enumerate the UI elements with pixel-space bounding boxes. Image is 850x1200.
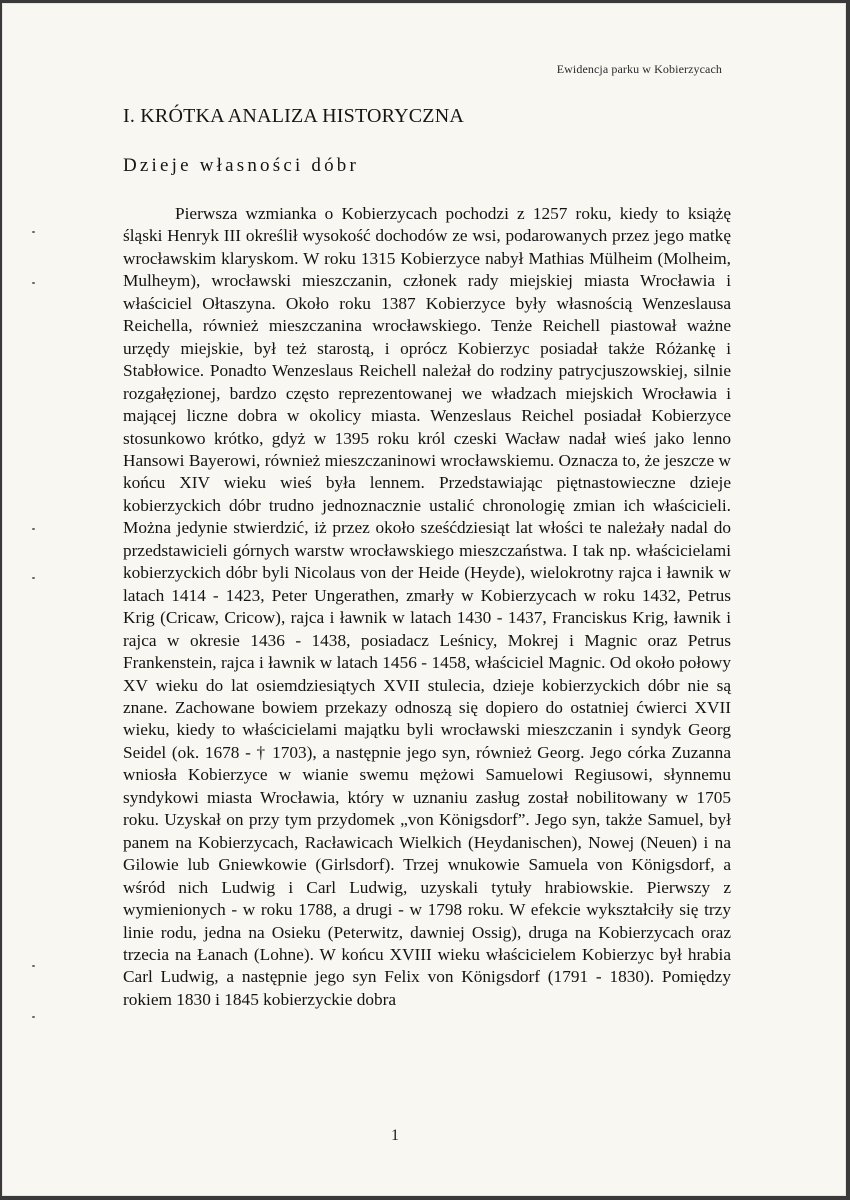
scan-speck [32, 282, 35, 284]
chapter-title: I. KRÓTKA ANALIZA HISTORYCZNA [123, 105, 464, 127]
scan-speck [32, 577, 35, 579]
running-header: Ewidencja parku w Kobierzycach [556, 62, 722, 76]
section-title: Dzieje własności dóbr [123, 155, 360, 176]
scan-speck [32, 965, 35, 967]
body-paragraph: Pierwsza wzmianka o Kobierzycach pochodzi z 1257 roku, kiedy to książę śląski Henryk III określił wysokość dochodów ze wsi, podarowanych przez jego matkę wrocławskim klaryskom. W roku 1315 Kobierzyce nabył Mathias Mülheim (Molheim, Mulheym), wrocławski mieszczanin, członek rady miejskiej miasta Wrocławia i właściciel Ołtaszyna. Około roku 1387 Kobierzyce były własnością Wenzeslausa Reichella, również mieszczanina wrocławskiego. Tenże Reichell piastował ważne urzędy miejskie, był też starostą, i oprócz Kobierzyc posiadał także Różankę i Stabłowice. Ponadto Wenzeslaus Reichell należał do rodziny patrycjuszowskiej, silnie rozgałęzionej, bardzo często reprezentowanej we władzach miejskich Wrocławia i mającej liczne dobra w okolicy miasta. Wenzeslaus Reichel posiadał Kobierzyce stosunkowo krótko, gdyż w 1395 roku król czeski Wacław nadał wieś jako lenno Hansowi Bayerowi, również mieszczaninowi wrocławskiemu. Oznacza to, że jeszcze w końcu XIV wieku wieś była lennem. Przedstawiając piętnastowieczne dzieje kobierzyckich dóbr trudno jednoznacznie ustalić chronologię zmian ich właścicieli. Można jedynie stwierdzić, iż przez około sześćdziesiąt lat włości te należały nadal do przedstawicieli górnych warstw wrocławskiego mieszczaństwa. I tak np. właścicielami kobierzyckich dóbr byli Nicolaus von der Heide (Heyde), wielokrotny rajca i ławnik w latach 1414 - 1423, Peter Ungerathen, zmarły w Kobierzycach w roku 1432, Petrus Krig (Cricaw, Cricow), rajca i ławnik w latach 1430 - 1437, Franciskus Krig, ławnik i rajca w okresie 1436 - 1438, posiadacz Leśnicy, Mokrej i Magnic oraz Petrus Frankenstein, rajca i ławnik w latach 1456 - 1458, właściciel Magnic. Od około połowy XV wieku do lat osiemdziesiątych XVII stulecia, dzieje kobierzyckich dóbr nie są znane. Zachowane bowiem przekazy odnoszą się dopiero do ostatniej ćwierci XVII wieku, kiedy to właścicielami majątku byli wrocławski mieszczanin i syndyk Georg Seidel (ok. 1678 - † 1703), a następnie jego syn, również Georg. Jego córka Zuzanna wniosła Kobierzyce w wianie swemu mężowi Samuelowi Regiusowi, słynnemu syndykowi miasta Wrocławia, który w uznaniu zasług został nobilitowany w 1705 roku. Uzyskał on przy tym przydomek „von Königsdorf”. Jego syn, także Samuel, był panem na Kobierzycach, Racławicach Wielkich (Heydanischen), Nowej (Neuen) i na Gilowie lub Gniewkowie (Girlsdorf). Trzej wnukowie Samuela von Königsdorf, a wśród nich Ludwig i Carl Ludwig, uzyskali tytuły hrabiowskie. Pierwszy z wymienionych - w roku 1788, a drugi - w 1798 roku. W efekcie wykształciły się trzy linie rodu, jedna na Osieku (Peterwitz, dawniej Ossig), druga na Kobierzycach oraz trzecia na Łanach (Lohne). W końcu XVIII wieku właścicielem Kobierzyc był hrabia Carl Ludwig, a następnie jego syn Felix von Königsdorf (1791 - 1830). Pomiędzy rokiem 1830 i 1845 kobierzyckie dobra [123, 204, 731, 1009]
scan-speck [32, 231, 35, 233]
scan-speck [32, 528, 35, 530]
page-number: 1 [391, 1127, 399, 1144]
scan-speck [32, 1016, 35, 1018]
document-page [2, 3, 846, 1196]
